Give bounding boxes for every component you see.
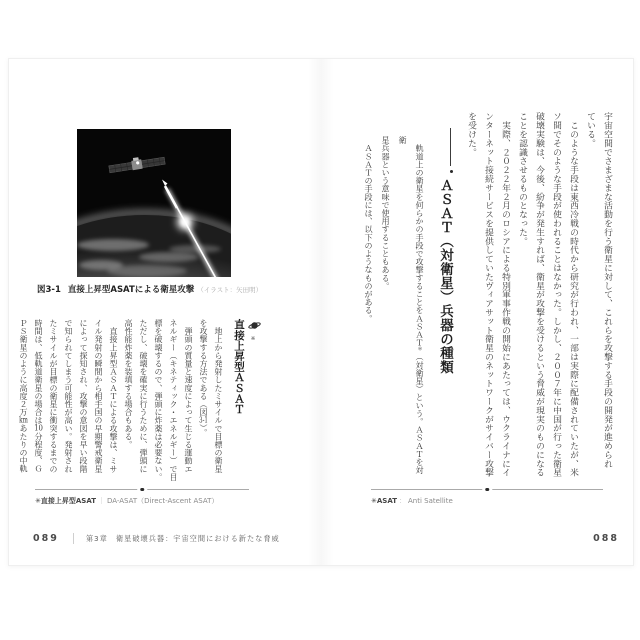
text-column: ソ間でそのような手段が使われることはなかった。しかし、２００７年に中国が行った衛星 — [551, 112, 561, 477]
text-column: を受けた。 — [466, 112, 476, 157]
text-column: たミサイルが目標の衛星に衝突するまでの — [49, 319, 58, 473]
text-column: 時間は、低軌道衛星の場合は10分程度、Ｇ — [34, 319, 43, 473]
text-column: 弾頭の質量と速度によって生じる運動エ — [184, 319, 193, 473]
page-gutter — [308, 59, 334, 565]
footnote-definition: DA-ASAT（Direct-Ascent ASAT） — [106, 497, 219, 505]
footnote-mark: ✳ — [371, 497, 377, 505]
text-column: 星兵器という意味で使用することもある。 — [381, 136, 391, 290]
text-column: 標を破壊するので、弾頭に炸薬は必要ない。 — [154, 319, 163, 481]
text-column: イル発射の瞬間から相手国の早期警戒衛星 — [94, 319, 103, 473]
text-column: 直接上昇型ＡＳＡＴによる攻撃は、ミサ — [109, 319, 118, 473]
text-column: によって探知され、攻撃の意図を早い段階 — [79, 319, 88, 473]
text-column: ネルギー（キネティック・エネルギー）で目 — [169, 319, 178, 481]
footnote-definition: Anti Satellite — [407, 497, 453, 505]
page-number: 088 — [593, 533, 619, 544]
heading-dot-icon — [450, 170, 453, 173]
left-page-body — [19, 319, 265, 481]
figure-3-1-photo — [77, 129, 231, 277]
text-column: ことを認識させるものとなった。 — [517, 112, 527, 246]
text-column: 実際、２０２２年２月のロシアによる特別軍事作戦の開始にあたっては、ウクライナにイ — [500, 112, 510, 477]
figure-caption — [37, 283, 307, 295]
text-column: を攻撃する方法である（図3-1）。 — [199, 319, 208, 437]
text-column: で知られてしまう可能性が高い。発射され — [64, 319, 73, 473]
rule-dot-icon — [485, 488, 489, 492]
heading-rule — [450, 128, 451, 166]
footnote-ref-mark: ※ — [417, 346, 423, 353]
figure-label: 図3-1 — [37, 285, 61, 295]
right-page-body — [363, 112, 615, 480]
left-footnote — [35, 489, 249, 506]
footnote-separator: ： — [398, 497, 406, 505]
footnote-mark: ✳ — [35, 497, 41, 505]
right-footnote — [371, 489, 603, 506]
page-number: 089 — [33, 533, 59, 544]
section-heading-text: ＡＳＡＴ（対衛星）兵器の種類 — [437, 178, 453, 374]
chapter-title: 第3章 衛星破壊兵器：宇宙空間における新たな脅威 — [85, 533, 280, 543]
text-column: ている。 — [585, 112, 595, 148]
subsection-heading — [230, 319, 261, 481]
text-column: このような手段は東西冷戦の時代から研究が行われ、一部は実際に配備されていたが、米 — [568, 112, 578, 477]
footnote-separator: ｜ — [97, 497, 105, 505]
text-column: ＰＳ衛星のように高度２万kmあたりの中軌 — [19, 319, 28, 473]
right-folio — [593, 533, 619, 544]
book-spread — [8, 58, 634, 566]
footnote-term: 直接上昇型ASAT — [40, 497, 96, 505]
text-column: 地上から発射したミサイルで目標の衛星 — [214, 319, 223, 473]
figure-credit: （イラスト：矢田明） — [197, 286, 263, 294]
figure-title: 直接上昇型ASATによる衛星攻撃 — [67, 285, 195, 295]
text-column: 宇宙空間でさまざまな活動を行う衛星に対して、これらを攻撃する手段の開発が進められ — [602, 112, 612, 468]
footnote-rule — [371, 489, 603, 490]
section-heading — [434, 112, 456, 480]
text-column: 軌道上の衛星を何らかの手段で攻撃することをＡＳＡＴ※（対衛星）という。ＡＳＡＴを対衛 — [398, 136, 425, 475]
footnote-rule — [35, 489, 249, 490]
folio-divider — [73, 533, 74, 544]
saturn-icon — [248, 320, 261, 331]
footnote-term: ASAT — [376, 497, 397, 505]
footnote-ref-mark: ※ — [250, 336, 256, 343]
text-column: ＡＳＡＴの手段には、以下のようなものがある。 — [364, 136, 374, 323]
subsection-title: 直接上昇型ＡＳＡＴ — [233, 319, 245, 415]
rule-dot-icon — [140, 488, 144, 492]
text-column: 高性能炸薬を装填する場合もある。 — [124, 319, 133, 449]
text-column: 破壊実験は、今後、紛争が発生すれば、衛星が攻撃を受けるという脅威が現実のものになる — [534, 112, 544, 477]
satellite-attack-illustration — [77, 129, 231, 277]
text-column: ンターネット接続サービスを提供していたヴィアサット衛星のネットワークがサイバー攻撃 — [483, 112, 493, 477]
left-folio — [33, 533, 280, 544]
text-column: ただし、破壊を確実に行うために、弾頭に — [139, 319, 148, 473]
